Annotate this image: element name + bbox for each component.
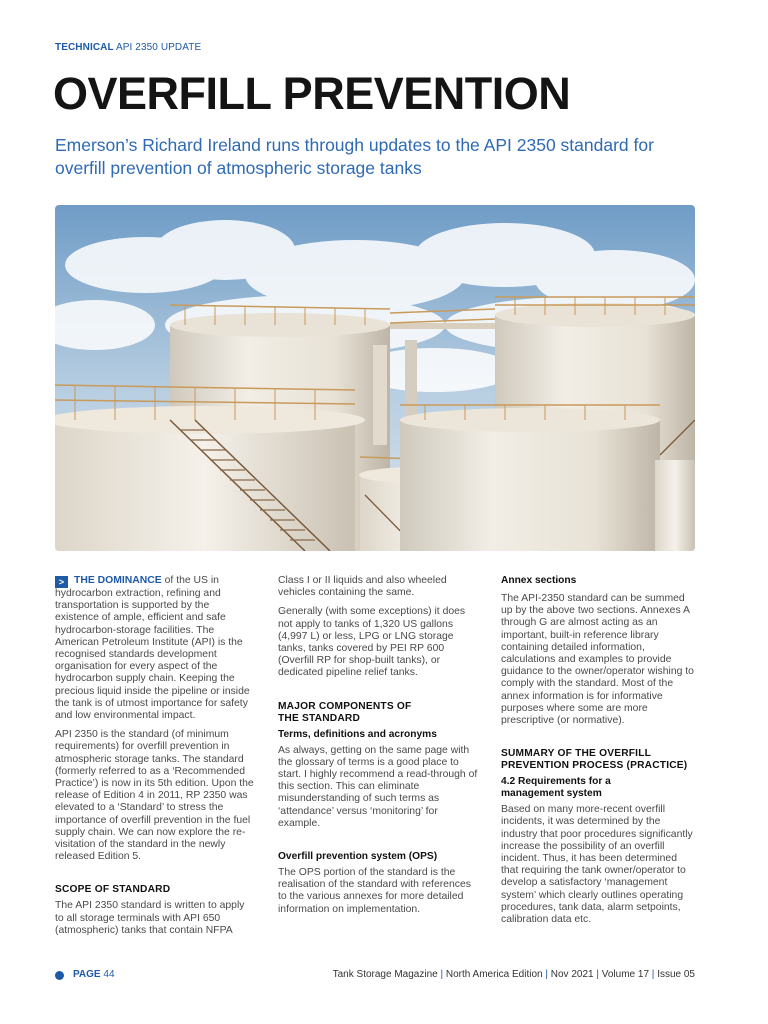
edition: North America Edition [445,969,543,980]
subheading-annex: Annex sections [501,575,577,586]
page-number-value: 44 [103,969,115,980]
page-footer [55,968,695,982]
page-label: PAGE [73,969,101,980]
hero-image [55,205,695,551]
volume: Volume 17 [601,969,650,980]
chevron-right-icon: > [55,576,68,588]
subheading-terms: Terms, definitions and acronyms [278,728,437,740]
section-label: TECHNICAL [55,42,114,53]
article-column-3 [501,575,697,933]
intro-paragraph [55,575,255,722]
topic-label: API 2350 UPDATE [116,42,202,53]
standfirst: Emerson’s Richard Ireland runs through updates to the API 2350 standard for overfill prevention of atmospheric storage tanks [55,135,654,178]
paragraph: Based on many more-recent overfill incidents, it was determined by the industry that poor procedures significantly increase the possibility of an overfill incident. Thus, it has been determined that requiring the tank owner/operator to develop a satisfactory ‘management system’ which clearly outlines operating procedures, tank data, alarm setpoints, calibration data etc. [501,804,693,926]
separator: | [545,969,548,980]
storage-tanks-illustration [55,205,695,551]
page-number [73,968,115,982]
issue-date: Nov 2021 [550,969,594,980]
paragraph: Class I or II liquids and also wheeled vehicles containing the same. [278,575,447,599]
separator: | [596,969,599,980]
paragraph: Generally (with some exceptions) it does not apply to tanks of 1,320 US gallons (4,997 L) or less, LPG or LNG storage tanks, tanks covered by PEI RP 600 (Overfill RP for shop-built tanks), or dedicated pipeline relief tanks. [278,606,466,679]
paragraph: API 2350 is the standard (of minimum requirements) for overfill prevention in atmospheric storage tanks. The standard (formerly referred to as a ‘Recommended Practice’) is now in its 5th edition. Upon the release of Edition 4 in 2011, RP 2350 was elevated to a ‘Standard’ to stress the importance of overfill prevention in the fuel supply chain. We can now explore the re-visitation of the standard in the newly released Edition 5. [55,729,254,863]
magazine-name: Tank Storage Magazine [332,969,438,980]
subheading-ops: Overfill prevention system (OPS) [278,851,438,863]
subheading-requirements: 4.2 Requirements for a management system [501,776,611,800]
section-heading-summary: SUMMARY OF THE OVERFILL PREVENTION PROCESS (PRACTICE) [501,748,688,772]
section-kicker [55,42,201,53]
section-heading-scope: SCOPE OF STANDARD [55,884,171,896]
separator: | [651,969,655,980]
page-title: OVERFILL PREVENTION [53,68,571,119]
intro-text: of the US in hydrocarbon extraction, refining and transportation is supported by the existence of ample, efficient and safe hydrocarbon-storage facilities. The American Petroleum Institute (API) is the recognised standards development organisation for every aspect of the hydrocarbon supply chain. Keeping the precious liquid inside the pipeline or inside the tank is of utmost importance for safety and low environmental impact. [55,575,250,722]
article-column-2 [278,575,478,923]
issue: Issue 05 [657,969,695,980]
paragraph: The OPS portion of the standard is the realisation of the standard with references to the various annexes for more detailed information on implementation. [278,867,471,915]
publication-info [333,968,695,982]
bullet-icon [55,971,64,980]
paragraph: As always, getting on the same page with the glossary of terms is a good place to start. I highly recommend a read-through of this section. This can eliminate misunderstanding of such terms as ‘attendance’ versus ‘monitoring’ for example. [278,744,478,829]
article-column-1 [55,575,255,944]
lead-in: THE DOMINANCE [74,575,162,586]
paragraph: The API 2350 standard is written to apply to all storage terminals with API 650 (atmospheric) tanks that contain NFPA [55,900,245,936]
separator: | [440,969,444,980]
section-heading-major-components: MAJOR COMPONENTS OF THE STANDARD [278,700,412,724]
paragraph: The API-2350 standard can be summed up by the above two sections. Annexes A through G are almost acting as an important, built-in reference library containing detailed information, calculations and examples to provide guidance to the owner/operator wishing to comply with the standard. Most of the annex information is for informative purposes where some are more prescriptive (or normative). [501,593,694,727]
